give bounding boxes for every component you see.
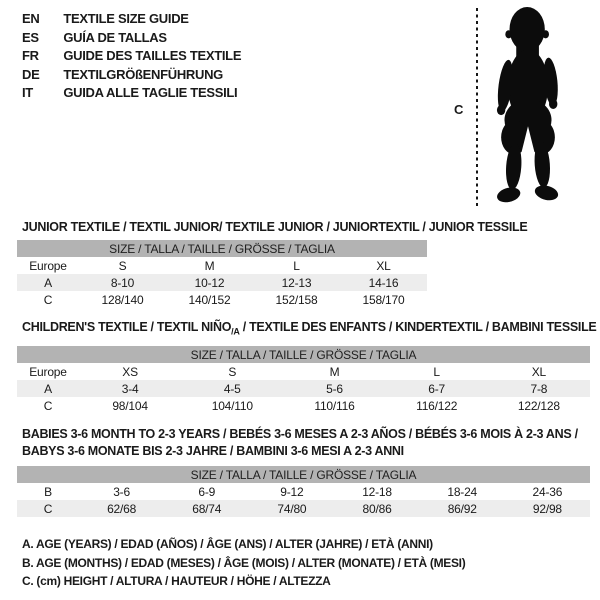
table-row bbox=[17, 500, 590, 517]
size-header-label: SIZE / TALLA / TAILLE / GRÖSSE / TAGLIA bbox=[17, 346, 590, 363]
table-row bbox=[17, 291, 427, 308]
cell: S bbox=[228, 364, 237, 379]
junior-section-title: JUNIOR TEXTILE / TEXTIL JUNIOR/ TEXTILE JUNIOR / JUNIORTEXTIL / JUNIOR TESSILE bbox=[22, 220, 528, 234]
cell: 104/110 bbox=[211, 398, 253, 413]
footnote-b: B. AGE (MONTHS) / EDAD (MESES) / ÂGE (MOIS) / ALTER (MONATE) / ETÀ (MESI) bbox=[22, 555, 466, 570]
language-header bbox=[22, 10, 241, 103]
lang-row-it bbox=[22, 84, 241, 103]
cell: 86/92 bbox=[420, 500, 505, 517]
size-header-label: SIZE / TALLA / TAILLE / GRÖSSE / TAGLIA bbox=[17, 240, 427, 257]
cell: 9-12 bbox=[280, 484, 304, 499]
title-part: CHILDREN'S TEXTILE / TEXTIL NIÑO bbox=[22, 320, 232, 334]
cell: 6-9 bbox=[198, 484, 216, 499]
table-header-bar bbox=[17, 346, 590, 363]
title-subscript: /A bbox=[231, 326, 240, 337]
cell: 12-13 bbox=[253, 274, 340, 291]
lang-row-en bbox=[22, 10, 241, 29]
table-header-bar bbox=[17, 466, 590, 483]
cell: 110/116 bbox=[314, 398, 355, 413]
cell: 80/86 bbox=[334, 500, 419, 517]
row-label: A bbox=[17, 380, 79, 397]
row-label: Europe bbox=[29, 364, 67, 379]
cell: 62/68 bbox=[79, 500, 164, 517]
cell: 24-36 bbox=[532, 484, 563, 499]
lang-code: ES bbox=[22, 29, 39, 45]
table-row bbox=[17, 380, 590, 397]
table-row bbox=[17, 483, 590, 500]
lang-code: EN bbox=[22, 11, 40, 26]
row-label: C bbox=[43, 398, 53, 413]
cell: 140/152 bbox=[188, 292, 231, 307]
cell: 98/104 bbox=[112, 398, 148, 413]
dashed-height-line bbox=[476, 8, 478, 206]
cell: S bbox=[118, 258, 127, 273]
lang-row-fr bbox=[22, 47, 241, 66]
cell: 10-12 bbox=[166, 274, 253, 291]
lang-row-es bbox=[22, 29, 241, 48]
cell: 152/158 bbox=[275, 292, 318, 307]
cell: 8-10 bbox=[79, 274, 166, 291]
cell: XL bbox=[531, 364, 547, 379]
cell: 3-6 bbox=[113, 484, 130, 499]
cell: 116/122 bbox=[416, 398, 458, 413]
table-row bbox=[17, 257, 427, 274]
cell: 5-6 bbox=[283, 380, 385, 397]
cell: 14-16 bbox=[340, 274, 427, 291]
footnote-c: C. (cm) HEIGHT / ALTURA / HAUTEUR / HÖHE / ALTEZZA bbox=[22, 574, 331, 589]
cell: 122/128 bbox=[517, 398, 560, 413]
lang-row-de bbox=[22, 66, 241, 85]
row-label: Europe bbox=[29, 258, 67, 273]
row-label: C bbox=[17, 500, 79, 517]
cell: L bbox=[293, 258, 300, 273]
cell: 6-7 bbox=[386, 380, 488, 397]
cell: L bbox=[433, 364, 440, 379]
table-row bbox=[17, 363, 590, 380]
title-part: / TEXTILE DES ENFANTS / KINDERTEXTIL / BAMBINI TESSILE bbox=[239, 320, 597, 334]
cell: 158/170 bbox=[362, 292, 405, 307]
babies-size-table bbox=[17, 466, 590, 517]
children-section-title bbox=[22, 319, 596, 341]
cell: 92/98 bbox=[505, 500, 590, 517]
cell: 128/140 bbox=[101, 292, 144, 307]
cell: XL bbox=[376, 258, 391, 273]
table-row bbox=[17, 274, 427, 291]
lang-code: IT bbox=[22, 85, 33, 101]
lang-label: GUIDA ALLE TAGLIE TESSILI bbox=[63, 85, 238, 101]
lang-label: GUIDE DES TAILLES TEXTILE bbox=[63, 48, 242, 64]
cell: 74/80 bbox=[249, 500, 334, 517]
lang-label: TEXTILGRÖßENFÜHRUNG bbox=[63, 66, 223, 82]
row-label: A bbox=[17, 274, 79, 291]
title-line-2: BABYS 3-6 MONATE BIS 2-3 JAHRE / BAMBINI 3-6 MESI A 2-3 ANNI bbox=[22, 444, 404, 458]
lang-label: GUÍA DE TALLAS bbox=[63, 29, 167, 45]
cell: 12-18 bbox=[362, 484, 392, 499]
cell: 7-8 bbox=[488, 380, 590, 397]
footnote-a: A. AGE (YEARS) / EDAD (AÑOS) / ÂGE (ANS) / ALTER (JAHRE) / ETÀ (ANNI) bbox=[22, 537, 433, 551]
cell: M bbox=[204, 258, 215, 273]
cell: XS bbox=[122, 364, 138, 379]
cell: M bbox=[329, 364, 340, 379]
row-label: B bbox=[44, 484, 52, 499]
title-line-1: BABIES 3-6 MONTH TO 2-3 YEARS / BEBÉS 3-6 MESES A 2-3 AÑOS / BÉBÉS 3-6 MOIS À 2-3 ANS / bbox=[22, 427, 578, 441]
lang-code: FR bbox=[22, 48, 39, 64]
cell: 68/74 bbox=[164, 500, 249, 517]
cell: 4-5 bbox=[181, 380, 283, 397]
height-measure-label: C bbox=[454, 102, 464, 117]
lang-label: TEXTILE SIZE GUIDE bbox=[63, 11, 189, 26]
table-row bbox=[17, 397, 590, 414]
children-size-table bbox=[17, 346, 590, 414]
row-label: C bbox=[43, 292, 53, 307]
size-header-label: SIZE / TALLA / TAILLE / GRÖSSE / TAGLIA bbox=[17, 466, 590, 483]
footnotes bbox=[22, 535, 465, 591]
babies-section-title bbox=[22, 426, 578, 460]
toddler-silhouette bbox=[486, 5, 570, 212]
cell: 3-4 bbox=[79, 380, 181, 397]
junior-size-table bbox=[17, 240, 427, 308]
lang-code: DE bbox=[22, 66, 40, 82]
cell: 18-24 bbox=[447, 484, 478, 499]
table-header-bar bbox=[17, 240, 427, 257]
